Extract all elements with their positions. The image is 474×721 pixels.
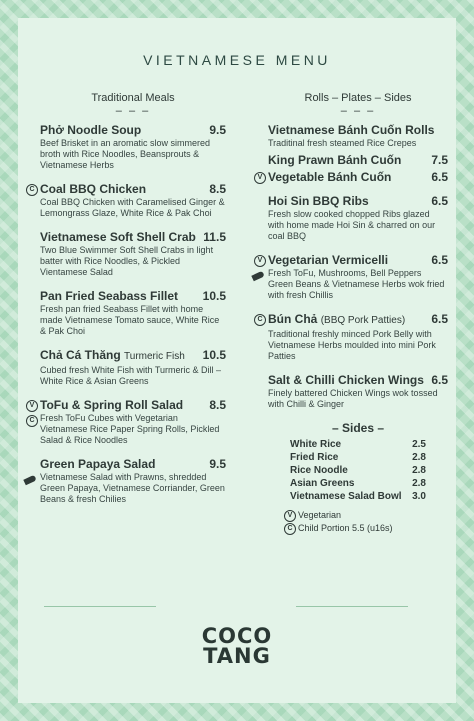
legend-text: Child Portion 5.5 (u16s) [298,523,393,533]
side-price: 3.0 [412,491,426,502]
rolls-plates-sides-column [257,92,448,535]
item-name: Coal BBQ Chicken [40,182,147,196]
menu-item [40,289,226,337]
side-name: White Rice [290,439,342,450]
side-price: 2.8 [412,452,426,463]
item-description: Fresh pan fried Seabass Fillet with home made Vietnamese Tomato sauce, White Rice & Pak Choi [40,304,220,336]
item-name: Hoi Sin BBQ Ribs [268,194,369,208]
item-description: Vietnamese Salad with Prawns, shredded Green Papaya, Vietnamese Corriander, Green Beans & fresh Chilies [40,472,225,504]
child-portion-icon: C [26,184,38,196]
item-name: Vegetarian Vermicelli [268,253,389,267]
menu-item [257,253,448,301]
vegetarian-icon: V [254,255,266,267]
heading-dashes: – – – [340,105,376,117]
legend-text: Vegetarian [298,510,342,520]
column-heading: Traditional Meals [91,92,175,104]
side-price: 2.8 [412,465,426,476]
item-price: 6.5 [431,194,448,208]
logo-line-2: TANG [203,644,271,668]
item-name: Vietnamese Soft Shell Crab [40,230,196,244]
item-name: Green Papaya Salad [40,457,156,471]
item-name: Bún Chả [268,312,318,326]
traditional-meals-column [29,92,226,516]
logo-line-1: COCO [201,624,273,648]
vegetarian-icon: V [284,510,296,522]
side-name: Asian Greens [290,478,355,489]
item-subtitle: (BBQ Pork Patties) [320,315,406,326]
item-price: 8.5 [209,398,226,412]
item-price: 7.5 [431,153,448,167]
item-description: Fresh slow cooked chopped Ribs glazed with home made Hoi Sin & charred on our coal BBQ [268,209,436,241]
menu-title: VIETNAMESE MENU [143,52,331,68]
menu-item [40,123,226,171]
item-price: 10.5 [202,289,226,303]
side-name: Rice Noodle [290,465,348,476]
item-description: Coal BBQ Chicken with Caramelised Ginger & Lemongrass Glaze, White Rice & Pak Choi [40,197,225,218]
menu-item [268,373,448,410]
side-price: 2.8 [412,478,426,489]
item-price: 10.5 [202,348,226,362]
item-description: Two Blue Swimmer Soft Shell Crabs in light batter with Rice Noodles, & Pickled Vientamese Salad [40,245,214,277]
side-item [290,464,426,477]
column-heading: Rolls – Plates – Sides [304,92,412,104]
menu-item [40,230,226,278]
item-price: 9.5 [209,457,226,471]
child-portion-icon: C [26,415,38,427]
menu-item [29,182,226,219]
menu-item [268,194,448,242]
item-name: Vietnamese Bánh Cuốn Rolls [268,123,435,137]
banh-cuon-group [257,123,448,184]
item-name: Vegetable Bánh Cuốn [268,170,392,184]
item-price: 6.5 [431,170,448,184]
menu-item [268,153,448,167]
legend-item [287,522,448,535]
item-description: Traditinal fresh steamed Rice Crepes [268,138,417,148]
side-name: Vietnamese Salad Bowl [290,491,402,502]
item-description: Cubed fresh White Fish with Turmeric & Dill – White Rice & Asian Greens [40,365,222,386]
legend-item [287,509,448,522]
item-price: 6.5 [431,253,448,267]
vegetarian-icon: V [254,172,266,184]
item-name: Chả Cá Thăng [40,348,121,362]
item-name: Pan Fried Seabass Fillet [40,289,179,303]
divider-line [44,606,156,607]
item-price: 6.5 [431,373,448,387]
item-subtitle: Turmeric Fish [124,351,185,362]
sides-heading: – Sides – [331,421,385,435]
sides-list [268,438,448,503]
vegetarian-icon: V [26,400,38,412]
divider-line [296,606,408,607]
item-description: Fresh ToFu Cubes with Vegetarian Vietnamese Rice Paper Spring Rolls, Pickled Salad & Rice Noodles [40,413,220,445]
item-name: Phở Noodle Soup [40,123,142,137]
item-price: 9.5 [209,123,226,137]
side-item [290,477,426,490]
side-item [290,490,426,503]
heading-dashes: – – – [115,105,151,117]
item-description: Traditional freshly minced Pork Belly with Vietnamese Herbs moulded into mini Pork Patties [268,329,436,361]
item-name: King Prawn Bánh Cuốn [268,153,402,167]
child-portion-icon: C [254,314,266,326]
side-price: 2.5 [412,439,426,450]
menu-item [268,170,448,184]
item-price: 8.5 [209,182,226,196]
side-item [290,438,426,451]
legend [268,509,448,535]
child-portion-icon: C [284,523,296,535]
menu-item [40,348,226,387]
item-name: Salt & Chilli Chicken Wings [268,373,424,387]
side-name: Fried Rice [290,452,339,463]
coco-tang-logo [0,626,474,666]
side-item [290,451,426,464]
item-description: Finely battered Chicken Wings wok tossed with Chilli & Ginger [268,388,438,409]
item-description: Fresh ToFu, Mushrooms, Bell Peppers Green Beans & Vietnamese Herbs wok fried with fresh Chillis [268,268,445,300]
menu-item [40,457,226,505]
menu-item [257,312,448,362]
item-price: 6.5 [431,312,448,326]
item-name: ToFu & Spring Roll Salad [40,398,184,412]
item-description: Beef Brisket in an aromatic slow simmered broth with Rice Noodles, Beansprouts & Vietnamese Herbs [40,138,211,170]
menu-item [29,398,226,446]
item-price: 11.5 [203,230,226,244]
